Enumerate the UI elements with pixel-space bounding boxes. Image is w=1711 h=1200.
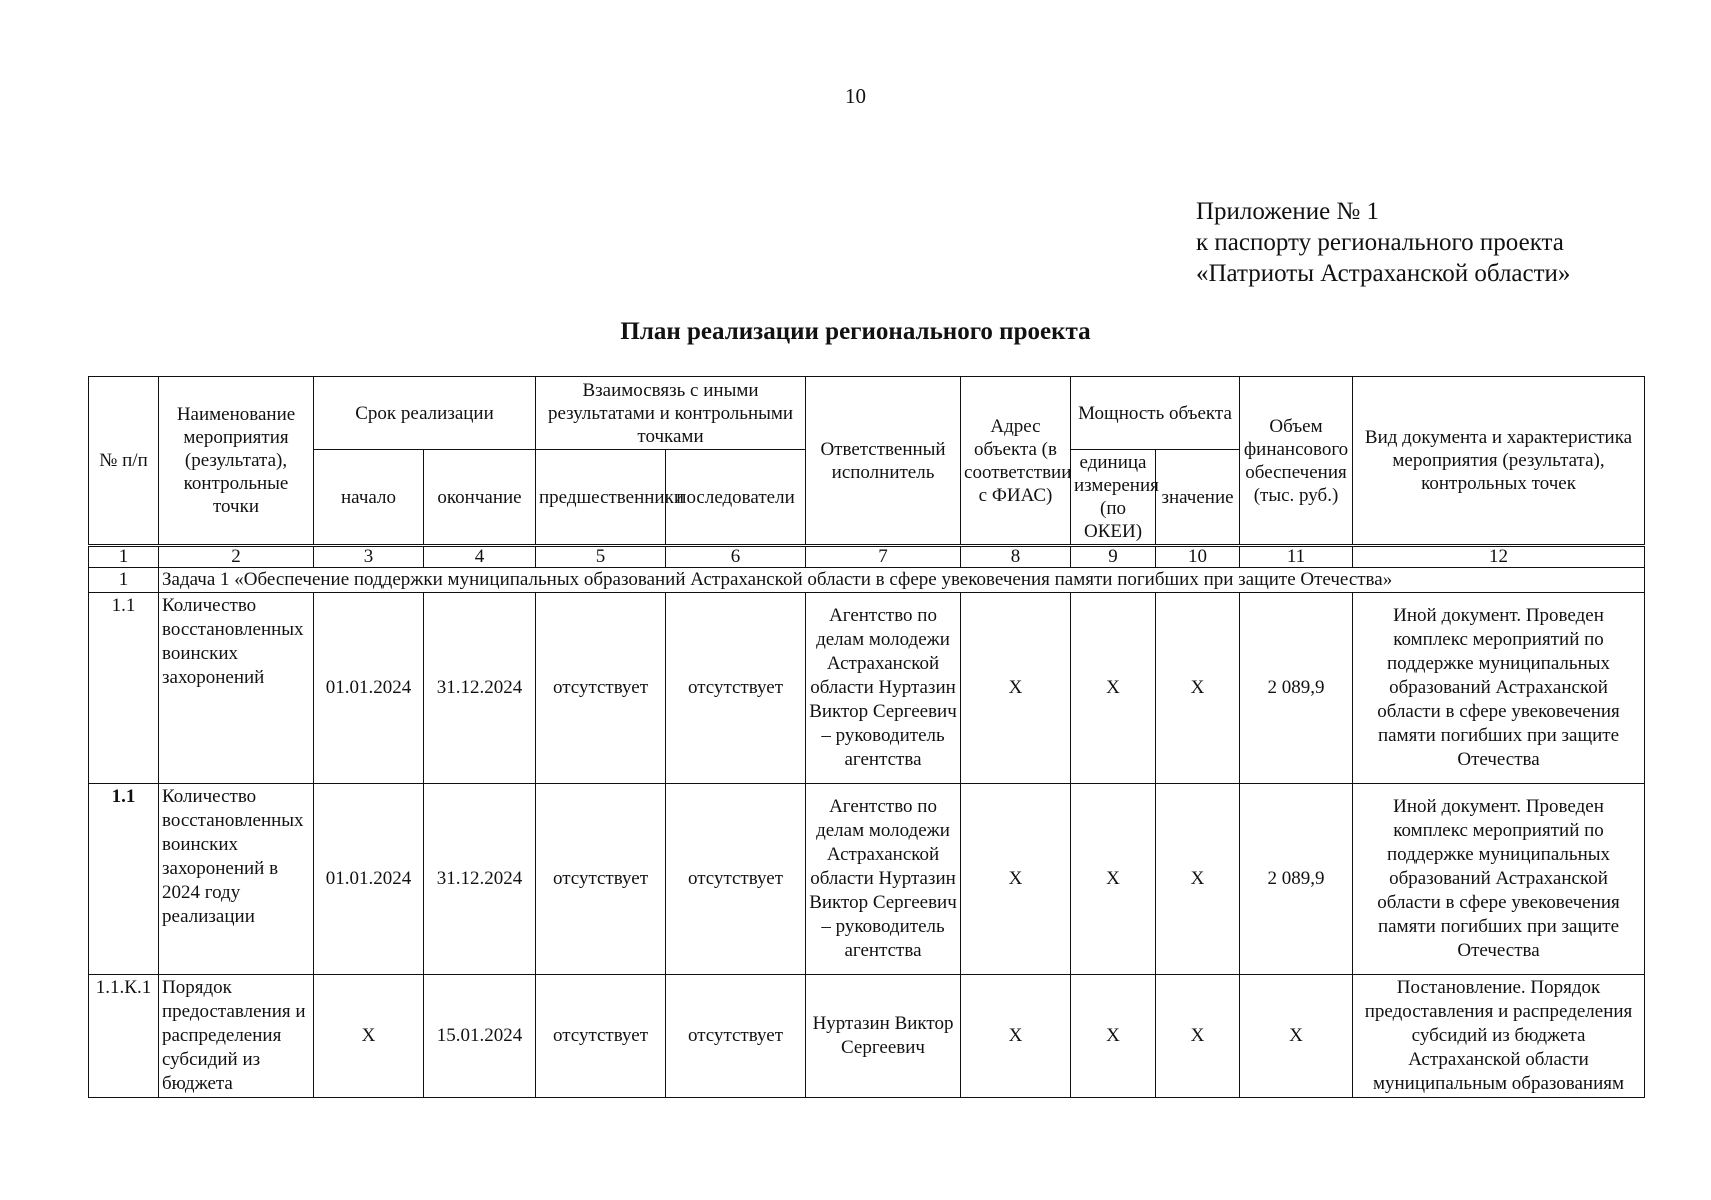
row-name: Порядок предоставления и распределения субсидий из бюджета xyxy=(159,975,314,1098)
row-unit: X xyxy=(1071,784,1156,975)
column-number: 9 xyxy=(1071,546,1156,568)
row-executor: Агентство по делам молодежи Астраханской области Нуртазин Виктор Сергеевич – руководитель агентства xyxy=(806,593,961,784)
row-finance: X xyxy=(1240,975,1353,1098)
header-num: № п/п xyxy=(89,377,159,546)
table-row xyxy=(89,593,1645,784)
header-start: начало xyxy=(314,450,424,546)
row-value: X xyxy=(1156,593,1240,784)
row-end: 31.12.2024 xyxy=(424,593,536,784)
row-num: 1.1 xyxy=(89,593,159,784)
header-end: окончание xyxy=(424,450,536,546)
column-number: 11 xyxy=(1240,546,1353,568)
column-number: 1 xyxy=(89,546,159,568)
header-predecessors: предшественники xyxy=(536,450,666,546)
row-value: X xyxy=(1156,975,1240,1098)
task-num: 1 xyxy=(89,568,159,593)
table-row xyxy=(89,975,1645,1098)
row-address: X xyxy=(961,593,1071,784)
row-num: 1.1.К.1 xyxy=(89,975,159,1098)
column-number: 4 xyxy=(424,546,536,568)
row-name: Количество восстановленных воинских захоронений xyxy=(159,593,314,784)
document-title: План реализации регионального проекта xyxy=(620,318,1091,345)
appendix-line: Приложение № 1 xyxy=(1196,198,1380,225)
row-value: X xyxy=(1156,784,1240,975)
task-row xyxy=(89,568,1645,593)
row-successors: отсутствует xyxy=(666,975,806,1098)
column-number: 3 xyxy=(314,546,424,568)
column-number: 7 xyxy=(806,546,961,568)
row-end: 15.01.2024 xyxy=(424,975,536,1098)
column-number: 2 xyxy=(159,546,314,568)
row-address: X xyxy=(961,975,1071,1098)
row-doc: Иной документ. Проведен комплекс мероприятий по поддержке муниципальных образований Астраханской области в сфере увековечения памяти погибших при защите Отечества xyxy=(1353,593,1645,784)
row-successors: отсутствует xyxy=(666,784,806,975)
plan-table xyxy=(88,376,1645,1098)
header-value: значение xyxy=(1156,450,1240,546)
row-predecessors: отсутствует xyxy=(536,593,666,784)
column-number: 12 xyxy=(1353,546,1645,568)
task-text: Задача 1 «Обеспечение поддержки муниципальных образований Астраханской области в сфере увековечения памяти погибших при защите Отечества» xyxy=(159,568,1645,593)
header-unit: единица измерения (по ОКЕИ) xyxy=(1071,450,1156,546)
row-doc: Постановление. Порядок предоставления и распределения субсидий из бюджета Астраханской области муниципальным образованиям xyxy=(1353,975,1645,1098)
header-capacity: Мощность объекта xyxy=(1071,377,1240,450)
column-number: 8 xyxy=(961,546,1071,568)
appendix-line: «Патриоты Астраханской области» xyxy=(1196,260,1571,287)
header-doc-type: Вид документа и характеристика мероприятия (результата), контрольных точек xyxy=(1353,377,1645,546)
header-links: Взаимосвязь с иными результатами и контрольными точками xyxy=(536,377,806,450)
row-end: 31.12.2024 xyxy=(424,784,536,975)
column-number-row xyxy=(89,546,1645,568)
column-number: 10 xyxy=(1156,546,1240,568)
table-row xyxy=(89,784,1645,975)
row-start: 01.01.2024 xyxy=(314,593,424,784)
row-finance: 2 089,9 xyxy=(1240,784,1353,975)
column-number: 6 xyxy=(666,546,806,568)
row-predecessors: отсутствует xyxy=(536,784,666,975)
page-number: 10 xyxy=(845,84,866,108)
appendix-block xyxy=(1196,196,1570,289)
header-name: Наименование мероприятия (результата), контрольные точки xyxy=(159,377,314,546)
header-address: Адрес объекта (в соответствии с ФИАС) xyxy=(961,377,1071,546)
row-unit: X xyxy=(1071,975,1156,1098)
row-successors: отсутствует xyxy=(666,593,806,784)
row-address: X xyxy=(961,784,1071,975)
row-name: Количество восстановленных воинских захоронений в 2024 году реализации xyxy=(159,784,314,975)
column-number: 5 xyxy=(536,546,666,568)
header-successors: последователи xyxy=(666,450,806,546)
header-row xyxy=(89,377,1645,450)
row-executor: Нуртазин Виктор Сергеевич xyxy=(806,975,961,1098)
row-unit: X xyxy=(1071,593,1156,784)
header-finance: Объем финансового обеспечения (тыс. руб.) xyxy=(1240,377,1353,546)
row-start: 01.01.2024 xyxy=(314,784,424,975)
row-executor: Агентство по делам молодежи Астраханской области Нуртазин Виктор Сергеевич – руководитель агентства xyxy=(806,784,961,975)
row-finance: 2 089,9 xyxy=(1240,593,1353,784)
row-start: X xyxy=(314,975,424,1098)
row-doc: Иной документ. Проведен комплекс мероприятий по поддержке муниципальных образований Астраханской области в сфере увековечения памяти погибших при защите Отечества xyxy=(1353,784,1645,975)
header-executor: Ответственный исполнитель xyxy=(806,377,961,546)
row-predecessors: отсутствует xyxy=(536,975,666,1098)
row-num: 1.1 xyxy=(89,784,159,975)
appendix-line: к паспорту регионального проекта xyxy=(1196,229,1564,256)
header-period: Срок реализации xyxy=(314,377,536,450)
